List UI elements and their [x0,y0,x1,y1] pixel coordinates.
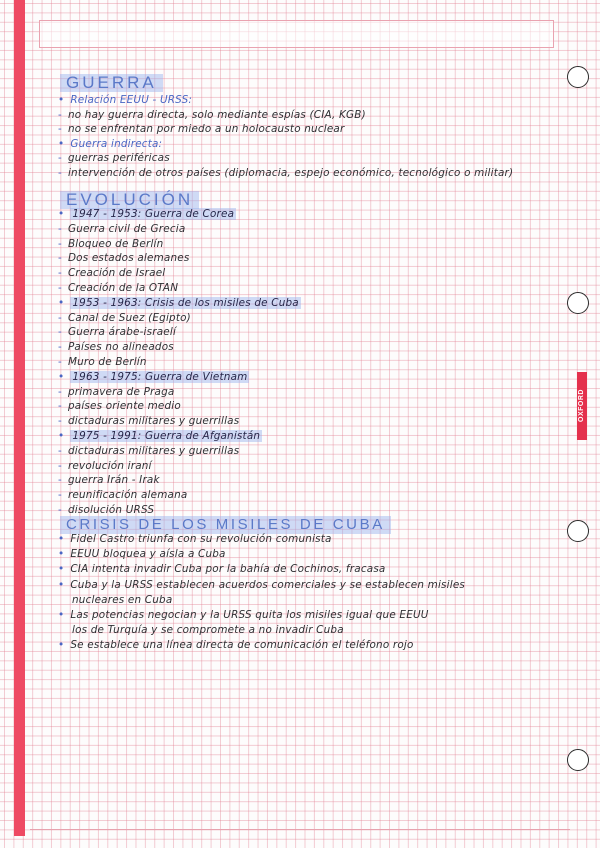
section2-line [58,445,239,458]
bullet-icon: • [58,563,65,576]
section2-line [58,267,165,280]
line-text: Guerra civil de Grecia [67,222,186,235]
line-text: países oriente medio [67,400,181,413]
line-text: EEUU bloquea y aísla a Cuba [70,548,226,561]
bullet-icon: • [58,578,65,591]
dash-icon: - [58,341,62,354]
footer-line [30,829,570,830]
line-text: Creación de Israel [67,267,166,280]
section2-line [58,252,189,265]
line-text: revolución iraní [67,459,152,472]
bullet-icon: • [58,533,65,545]
dash-icon: - [58,167,62,179]
dash-icon: - [58,356,62,368]
section1-line [58,109,366,122]
bullet-icon: • [58,639,65,652]
section1-line [58,152,170,165]
dash-icon: - [58,400,62,413]
section2-line [58,386,174,399]
section2-line [58,474,160,487]
line-text: disolución URSS [67,504,155,516]
line-text: Fidel Castro triunfa con su revolución comunista [70,533,332,545]
red-margin-bar [14,0,25,836]
dash-icon: - [58,237,62,250]
section3-line [58,563,386,576]
section-title-crisis: CRISIS DE LOS MISILES DE CUBA [60,516,391,534]
section3-line [58,548,226,561]
binder-hole-3 [567,520,589,542]
line-text: Muro de Berlín [67,356,147,368]
dash-icon: - [58,108,62,121]
section1-line [58,167,513,180]
binder-hole-4 [567,749,589,771]
line-text: Guerra indirecta: [70,137,163,150]
dash-icon: - [58,474,62,487]
binder-hole-2 [567,292,589,314]
section2-line [58,238,163,251]
line-text: primavera de Praga [67,385,175,398]
line-text: Cuba y la URSS establecen acuerdos comerciales y se establecen misiles [70,578,466,591]
line-text: Las potencias negocian y la URSS quita los misiles igual que EEUU [70,609,429,621]
bullet-icon: • [58,296,65,309]
section1-line [58,123,344,136]
line-text: 1947 - 1953: Guerra de Corea [72,208,235,220]
dash-icon: - [58,222,62,235]
dash-icon: - [58,252,62,265]
line-text: dictaduras militares y guerrillas [67,444,240,457]
dash-icon: - [58,311,62,324]
section2-line [58,415,239,428]
dash-icon: - [58,326,62,339]
line-text: Países no alineados [67,341,174,354]
section2-line [58,312,191,325]
line-text: Creación de la OTAN [67,282,179,294]
dash-icon: - [58,489,62,502]
section2-line [58,371,249,384]
dash-icon: - [58,415,62,428]
section3-line [58,609,429,622]
section2-line [58,297,301,310]
section2-line [58,341,174,354]
bullet-icon: • [58,430,65,442]
section3-line [58,579,465,592]
line-text: los de Turquía y se compromete a no invadir Cuba [72,624,344,637]
section-title-evolucion: EVOLUCIÓN [60,191,199,209]
bullet-icon: • [58,94,65,106]
bullet-icon: • [58,208,65,220]
section3-line [72,624,344,637]
section2-line [58,400,181,413]
dash-icon: - [58,444,62,457]
section3-line [58,533,332,546]
bullet-icon: • [58,609,65,621]
line-text: nucleares en Cuba [72,593,173,606]
bullet-icon: • [58,370,65,383]
header-box [39,20,554,48]
line-text: Canal de Suez (Egipto) [67,311,191,324]
section2-line [58,356,147,369]
section3-line [72,594,172,607]
line-text: Se establece una línea directa de comunicación el teléfono rojo [70,639,414,652]
brand-tab: OXFORD [577,372,587,440]
line-text: reunificación alemana [67,489,188,502]
line-text: dictaduras militares y guerrillas [67,415,240,428]
section2-line [58,326,176,339]
dash-icon: - [58,459,62,472]
binder-hole-1 [567,66,589,88]
line-text: no se enfrentan por miedo a un holocausto nuclear [67,123,345,136]
section1-line [58,94,192,107]
section2-line [58,489,187,502]
section-title-guerra: GUERRA [60,74,163,92]
line-text: no hay guerra directa, solo mediante espías (CIA, KGB) [67,108,366,121]
section2-line [58,460,152,473]
section1-line [58,138,162,151]
bullet-icon: • [58,548,65,561]
line-text: guerra Irán - Irak [67,474,160,487]
line-text: Relación EEUU - URSS: [70,94,193,106]
line-text: Bloqueo de Berlín [67,237,164,250]
section2-line [58,282,178,295]
line-text: 1953 - 1963: Crisis de los misiles de Cuba [72,296,299,309]
bullet-icon: • [58,137,65,150]
line-text: Guerra árabe-israelí [67,326,177,339]
dash-icon: - [58,385,62,398]
section2-line [58,223,185,236]
dash-icon: - [58,267,62,280]
section3-line [58,639,414,652]
dash-icon: - [58,504,62,516]
line-text: 1963 - 1975: Guerra de Vietnam [72,370,248,383]
line-text: 1975 - 1991: Guerra de Afganistán [72,430,261,442]
line-text: intervención de otros países (diplomacia, espejo económico, tecnológico o militar) [67,167,514,179]
dash-icon: - [58,152,62,165]
line-text: Dos estados alemanes [67,252,190,265]
section2-line [58,208,236,221]
section2-line [58,430,262,443]
dash-icon: - [58,282,62,294]
dash-icon: - [58,123,62,136]
line-text: CIA intenta invadir Cuba por la bahía de Cochinos, fracasa [70,563,386,576]
line-text: guerras periféricas [67,152,170,165]
